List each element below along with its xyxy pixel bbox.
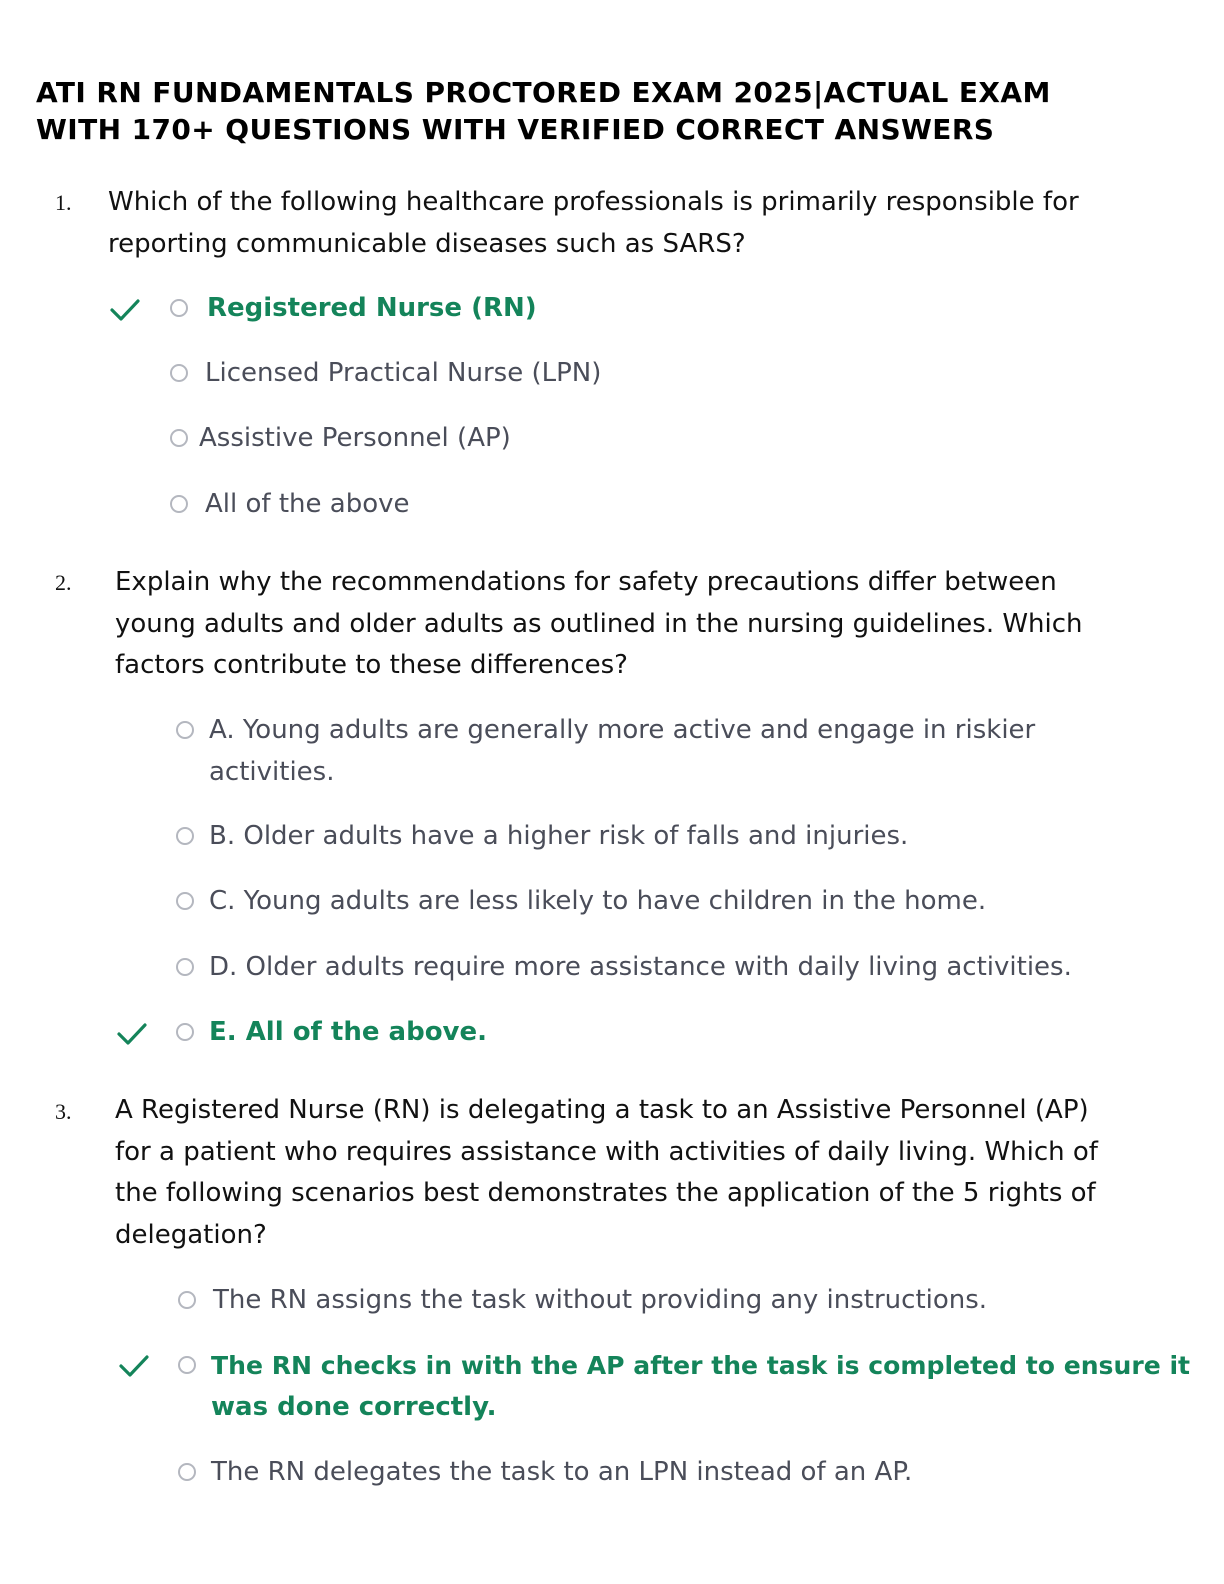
option-label[interactable] bbox=[209, 710, 1035, 793]
option-radio[interactable] bbox=[170, 429, 188, 447]
question-number: 1. bbox=[55, 190, 72, 215]
question-line: reporting communicable diseases such as SARS? bbox=[108, 228, 746, 259]
question-line: Explain why the recommendations for safety precautions differ between bbox=[115, 567, 1057, 597]
question-line: factors contribute to these differences? bbox=[115, 650, 628, 680]
option-line: was done correctly. bbox=[211, 1391, 497, 1422]
option-label[interactable] bbox=[211, 1452, 912, 1494]
option-line: Licensed Practical Nurse (LPN) bbox=[205, 358, 602, 388]
option-line: C. Young adults are less likely to have children in the home. bbox=[209, 886, 987, 916]
option-radio[interactable] bbox=[176, 827, 194, 845]
check-icon bbox=[118, 1352, 150, 1380]
option-radio[interactable] bbox=[176, 721, 194, 739]
question-line: for a patient who requires assistance with activities of daily living. Which of bbox=[115, 1136, 1098, 1167]
option-radio[interactable] bbox=[170, 495, 188, 513]
question-line: delegation? bbox=[115, 1219, 267, 1250]
question-text bbox=[108, 182, 1079, 265]
document-title bbox=[36, 74, 1166, 148]
option-radio[interactable] bbox=[170, 299, 188, 317]
option-radio[interactable] bbox=[176, 1023, 194, 1041]
option-line: All of the above bbox=[205, 489, 410, 519]
option-radio[interactable] bbox=[176, 892, 194, 910]
option-label[interactable] bbox=[209, 1012, 487, 1054]
option-label[interactable] bbox=[209, 816, 908, 858]
option-label[interactable] bbox=[211, 1345, 1190, 1428]
option-label[interactable] bbox=[205, 353, 601, 395]
question-text bbox=[115, 1090, 1098, 1256]
option-line: The RN assigns the task without providing any instructions. bbox=[213, 1285, 988, 1315]
option-label[interactable] bbox=[207, 288, 537, 330]
title-line: WITH 170+ QUESTIONS WITH VERIFIED CORRECT ANSWERS bbox=[36, 113, 995, 146]
option-line: Assistive Personnel (AP) bbox=[199, 423, 511, 453]
option-label[interactable] bbox=[209, 947, 1072, 989]
question-line: the following scenarios best demonstrates the application of the 5 rights of bbox=[115, 1178, 1096, 1208]
check-icon bbox=[109, 296, 141, 324]
check-icon bbox=[116, 1020, 148, 1048]
question-line: young adults and older adults as outlined in the nursing guidelines. Which bbox=[115, 608, 1083, 639]
title-line: ATI RN FUNDAMENTALS PROCTORED EXAM 2025|ACTUAL EXAM bbox=[36, 76, 1051, 109]
option-label[interactable] bbox=[199, 418, 511, 460]
question-text bbox=[115, 562, 1083, 687]
option-line: The RN delegates the task to an LPN instead of an AP. bbox=[211, 1457, 913, 1487]
option-label[interactable] bbox=[209, 881, 986, 923]
option-line: Registered Nurse (RN) bbox=[207, 293, 537, 323]
option-radio[interactable] bbox=[178, 1291, 196, 1309]
option-radio[interactable] bbox=[170, 364, 188, 382]
option-line: A. Young adults are generally more active and engage in riskier bbox=[209, 715, 1036, 745]
question-line: Which of the following healthcare professionals is primarily responsible for bbox=[108, 187, 1079, 217]
option-radio[interactable] bbox=[178, 1463, 196, 1481]
option-line: The RN checks in with the AP after the task is completed to ensure it bbox=[211, 1351, 1191, 1380]
option-line: D. Older adults require more assistance with daily living activities. bbox=[209, 952, 1072, 982]
question-number: 2. bbox=[55, 570, 72, 595]
option-line: B. Older adults have a higher risk of falls and injuries. bbox=[209, 821, 909, 851]
option-line: activities. bbox=[209, 756, 335, 787]
option-label[interactable] bbox=[205, 484, 409, 526]
question-number: 3. bbox=[55, 1099, 72, 1124]
option-label[interactable] bbox=[213, 1280, 987, 1322]
option-radio[interactable] bbox=[176, 958, 194, 976]
option-line: E. All of the above. bbox=[209, 1017, 488, 1047]
option-radio[interactable] bbox=[178, 1356, 196, 1374]
question-line: A Registered Nurse (RN) is delegating a task to an Assistive Personnel (AP) bbox=[115, 1095, 1089, 1125]
